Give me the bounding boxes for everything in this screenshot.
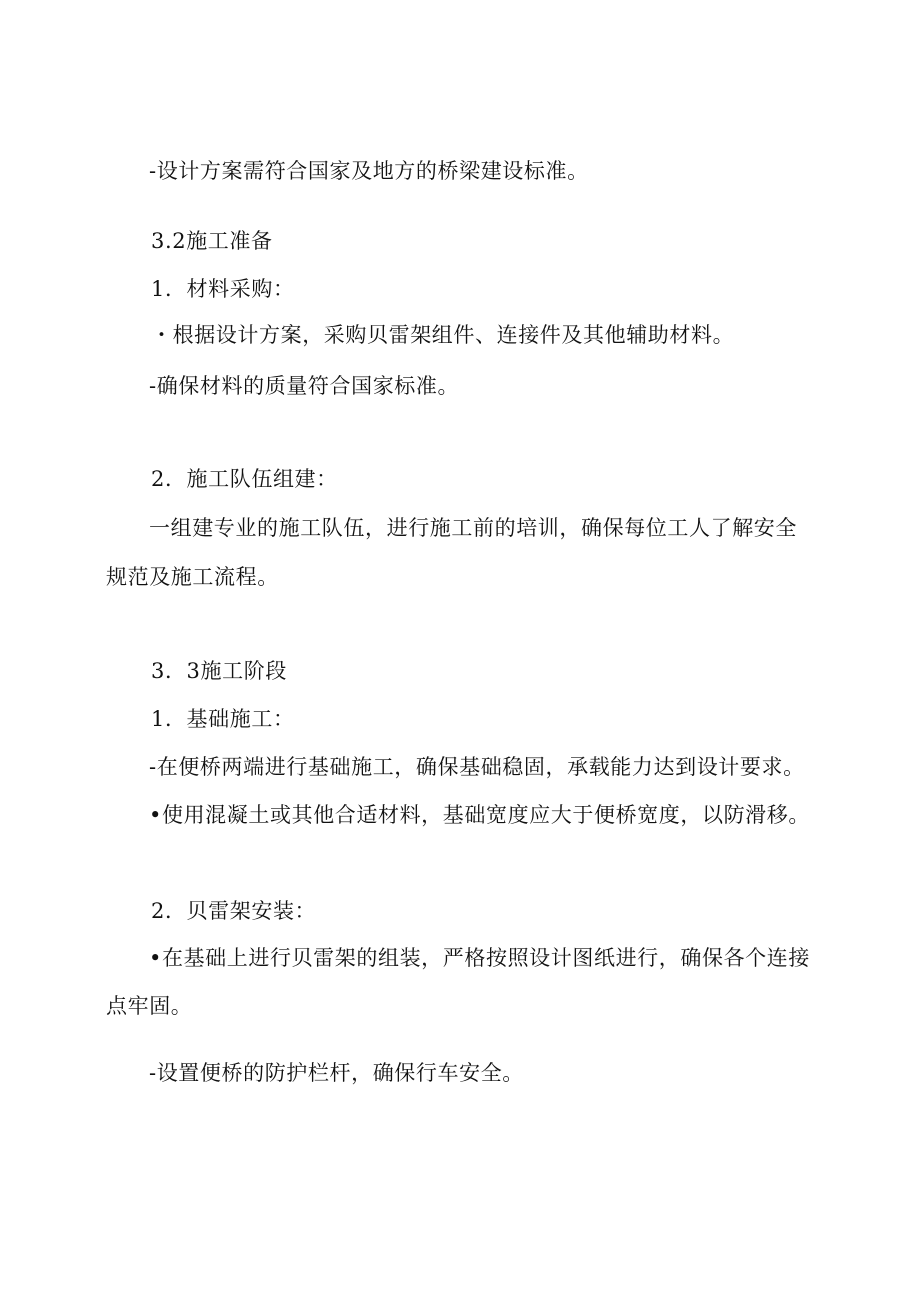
text-line: -设置便桥的防护栏杆，确保行车安全。 bbox=[149, 1061, 524, 1085]
section-heading: 3.2施工准备 bbox=[151, 229, 273, 253]
text-line: -确保材料的质量符合国家标准。 bbox=[149, 374, 460, 398]
text-line: •在基础上进行贝雷架的组装，严格按照设计图纸进行，确保各个连接 bbox=[149, 946, 810, 970]
text-line: -在便桥两端进行基础施工，确保基础稳固，承载能力达到设计要求。 bbox=[149, 755, 805, 779]
text-line: 点牢固。 bbox=[106, 994, 193, 1018]
text-line: ・根据设计方案，采购贝雷架组件、连接件及其他辅助材料。 bbox=[151, 323, 735, 347]
section-heading: 3．3施工阶段 bbox=[151, 659, 287, 683]
subsection-heading: 1．材料采购： bbox=[151, 277, 295, 301]
subsection-heading: 2．贝雷架安装： bbox=[151, 899, 317, 923]
text-line: 一组建专业的施工队伍，进行施工前的培训，确保每位工人了解安全 bbox=[149, 516, 797, 540]
subsection-heading: 1．基础施工： bbox=[151, 707, 295, 731]
text-line: -设计方案需符合国家及地方的桥梁建设标准。 bbox=[149, 159, 589, 183]
text-line: •使用混凝土或其他合适材料，基础宽度应大于便桥宽度，以防滑移。 bbox=[149, 803, 810, 827]
text-line: 规范及施工流程。 bbox=[106, 565, 279, 589]
subsection-heading: 2．施工队伍组建： bbox=[151, 467, 338, 491]
